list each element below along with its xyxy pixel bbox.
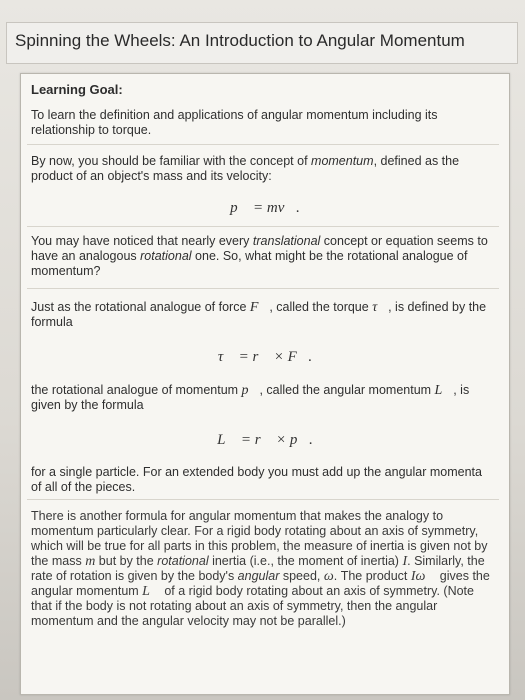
emphasis-rotational: rotational — [140, 249, 192, 263]
page-title: Spinning the Wheels: An Introduction to Angular Momentum — [15, 31, 465, 50]
text-run: . Similarly, the rate of rotation is given by the body's — [31, 554, 485, 583]
text-run: concept or equation seems to have an analogous — [31, 234, 488, 263]
intro-paragraph — [31, 154, 491, 184]
text-run: , is defined by the formula — [31, 300, 487, 329]
learning-goal-panel — [20, 73, 510, 695]
intro-text-a: By now, you should be familiar with the concept of — [31, 154, 312, 168]
angular-momentum-vector: L⃗ — [142, 584, 161, 599]
force-vector: F⃗ — [249, 300, 270, 315]
inertia-variable: I — [402, 554, 408, 569]
torque-vector: τ⃗ — [372, 300, 389, 315]
angular-momentum-paragraph — [31, 383, 491, 413]
separator — [27, 226, 499, 227]
emphasis-translational: translational — [252, 234, 321, 248]
momentum-vector: p⃗ — [241, 383, 260, 398]
angular-momentum-equation: L⃗ = r⃗ × p⃗. — [217, 432, 313, 448]
torque-equation: τ⃗ = r⃗ × F⃗. — [217, 349, 313, 365]
single-particle-paragraph: for a single particle. For an extended body you must add up the angular momenta of all of the pieces. — [31, 465, 482, 494]
text-run: speed, — [279, 569, 324, 583]
text-run: You may have noticed that nearly every — [31, 234, 253, 248]
text-run: of a rigid body rotating about an axis of symmetry. (Note that if the body is not rotating about an axis of symmetry, then the angular momentum and the angular velocity may not be parallel.) — [31, 584, 474, 628]
separator — [27, 288, 499, 289]
emphasis-rotational: rotational — [157, 554, 209, 568]
momentum-equation: p⃗ = mv⃗. — [230, 200, 300, 216]
text-run: gives the angular momentum — [31, 569, 490, 598]
text-run: the rotational analogue of momentum — [31, 383, 242, 397]
text-run: , called the torque — [269, 300, 373, 314]
learning-goal-text: To learn the definition and applications of angular momentum including its relationship to torque. — [31, 108, 438, 137]
text-run: but by the — [95, 554, 158, 568]
omega-variable: ω — [323, 569, 334, 584]
angular-momentum-vector: L⃗ — [434, 383, 454, 398]
torque-paragraph — [31, 300, 491, 330]
rigid-body-paragraph — [31, 509, 491, 629]
text-run: one. So, what might be the rotational analogue of momentum? — [31, 249, 468, 278]
text-run: Just as the rotational analogue of force — [31, 300, 250, 314]
emphasis-angular: angular — [237, 569, 280, 583]
text-run: There is another formula for angular momentum that makes the analogy to momentum particularly clear. For a rigid body rotating about an axis of symmetry, which will be true for all parts in this problem, the measure of inertia is given not by the mass — [31, 509, 488, 568]
rotational-analogy-paragraph — [31, 234, 491, 279]
text-run: . The product — [333, 569, 411, 583]
learning-goal-header: Learning Goal: — [31, 82, 123, 97]
intro-text-b: , defined as the product of an object's mass and its velocity: — [31, 154, 460, 183]
intro-emphasis: momentum — [311, 154, 374, 168]
text-run: , called the angular momentum — [259, 383, 435, 397]
text-run: , is given by the formula — [31, 383, 470, 412]
separator — [27, 499, 499, 500]
separator — [27, 144, 499, 145]
problem-title-bar — [6, 22, 518, 64]
i-omega-product: Iω⃗ — [410, 569, 437, 584]
mass-variable: m — [85, 554, 96, 569]
text-run: inertia (i.e., the moment of inertia) — [208, 554, 403, 568]
